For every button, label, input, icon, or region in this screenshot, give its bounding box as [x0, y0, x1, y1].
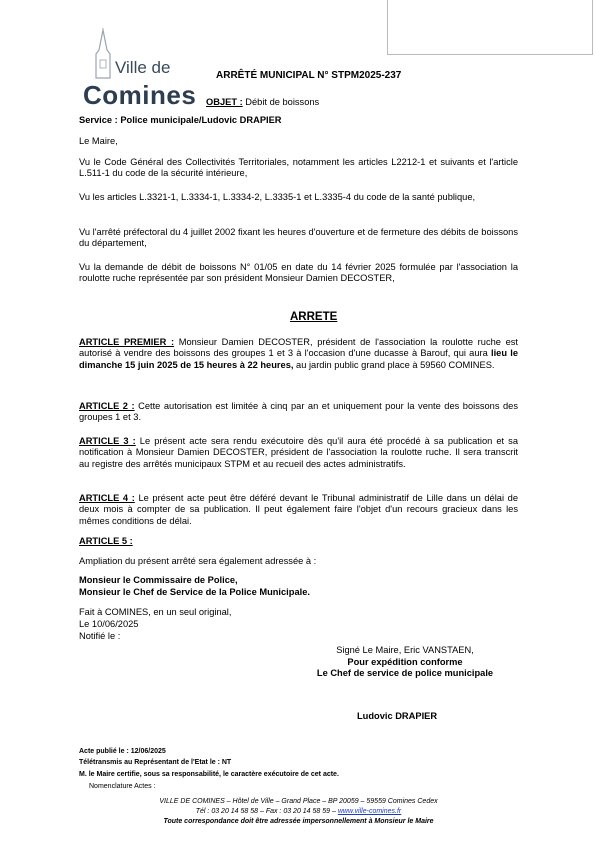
footer-publie: Acte publié le : 12/06/2025	[79, 748, 166, 755]
le-maire: Le Maire,	[79, 136, 118, 146]
church-icon	[92, 28, 114, 80]
article-5	[79, 536, 518, 547]
article-3-label: ARTICLE 3 :	[79, 436, 136, 446]
notifie-line: Notifié le :	[79, 631, 121, 641]
article-4-label: ARTICLE 4 :	[79, 493, 135, 503]
signatory-name: Ludovic DRAPIER	[357, 711, 438, 721]
signature-block	[300, 645, 510, 680]
ampliation-line: Ampliation du présent arrêté sera également adressée à :	[79, 556, 317, 566]
arrete-heading: ARRETE	[290, 311, 338, 323]
article-1-label: ARTICLE PREMIER :	[79, 337, 175, 347]
article-3	[79, 436, 518, 470]
footer-contact	[79, 807, 518, 817]
vu-paragraph-4: Vu la demande de débit de boissons N° 01/05 en date du 14 février 2025 formulée par l'association la roulotte ruche représentée par son président Monsieur Damien DECOSTER,	[79, 262, 518, 284]
decree-title: ARRÊTÉ MUNICIPAL N° STPM2025-237	[216, 70, 402, 81]
recipient-2: Monsieur le Chef de Service de la Police Municipale.	[79, 587, 310, 597]
logo-ville-text: Ville de	[115, 58, 171, 77]
article-5-label: ARTICLE 5 :	[79, 536, 133, 546]
footer-tel: Tél : 03 20 14 58 58 – Fax : 03 20 14 58 59 –	[195, 808, 338, 815]
service-line: Service : Police municipale/Ludovic DRAPIER	[79, 115, 282, 125]
date-line: Le 10/06/2025	[79, 619, 139, 629]
objet-value: Débit de boissons	[245, 97, 320, 107]
article-4-text: Le présent acte peut être déféré devant le Tribunal administratif de Lille dans un délai de deux mois à compter de sa publication. Il peut également faire l'objet d'un recours gracieux dans les mêmes conditions de délai.	[79, 493, 518, 526]
article-1-text-a: Monsieur Damien DECOSTER, président de l'association la roulotte ruche est autorisé à vendre des boissons des groupes 1 et 3 à l'occasion d'une ducasse à Barouf, qui aura	[79, 337, 518, 359]
signature-line-2: Pour expédition conforme	[347, 656, 463, 667]
article-2-text: Cette autorisation est limitée à cinq par an et uniquement pour la vente des boissons des groupes 1 et 3.	[79, 401, 519, 423]
article-3-text: Le présent acte sera rendu exécutoire dès qu'il aura été procédé à sa publication et sa notification à Monsieur Damien DECOSTER, président de l'association la roulotte ruche. Il sera transcrit au registre des arrêtés municipaux STPM et au recueil des actes administratifs.	[79, 436, 519, 469]
vu-paragraph-1: Vu le Code Général des Collectivités Territoriales, notamment les articles L2212-1 et suivants et l'article L.511-1 du code de la sécurité intérieure,	[79, 157, 518, 179]
footer-teletransmis: Télétransmis au Représentant de l'Etat le : NT	[79, 759, 232, 766]
footer-website-link[interactable]: www.ville-comines.fr	[337, 808, 402, 815]
article-1-text-c: au jardin public grand place à 59560 COMINES.	[293, 359, 495, 370]
objet-line	[206, 97, 319, 107]
article-2	[79, 401, 518, 424]
article-1-text-b: lieu le dimanche 15 juin 2025 de 15 heures à 22 heures,	[79, 348, 518, 370]
article-2-label: ARTICLE 2 :	[79, 401, 135, 411]
logo-comines-text: Comines	[83, 80, 197, 110]
letterhead-footer	[79, 797, 518, 827]
signature-line-1: Signé Le Maire, Eric VANSTAEN,	[336, 645, 474, 655]
objet-label: OBJET :	[206, 97, 243, 107]
article-4	[79, 493, 518, 527]
signature-line-3: Le Chef de service de police municipale	[316, 668, 494, 679]
footer-certifie: M. le Maire certifie, sous sa responsabilité, le caractère exécutoire de cet acte.	[79, 771, 339, 778]
footer-correspondence: Toute correspondance doit être adressée impersonnellement à Monsieur le Maire	[163, 818, 434, 825]
vu-paragraph-2: Vu les articles L.3321-1, L.3334-1, L.3334-2, L.3335-1 et L.3335-4 du code de la santé publique,	[79, 192, 476, 202]
footer-nomenclature: Nomenclature Actes :	[89, 783, 156, 790]
vu-paragraph-3: Vu l'arrêté préfectoral du 4 juillet 2002 fixant les heures d'ouverture et de fermeture des débits de boissons du département,	[79, 227, 518, 249]
signature-stamp-box	[387, 0, 593, 55]
fait-a-line: Fait à COMINES, en un seul original,	[79, 607, 232, 617]
footer-address: VILLE DE COMINES – Hôtel de Ville – Grand Place – BP 20059 – 59559 Comines Cedex	[159, 798, 438, 805]
article-1	[79, 337, 518, 371]
recipient-1: Monsieur le Commissaire de Police,	[79, 575, 238, 585]
